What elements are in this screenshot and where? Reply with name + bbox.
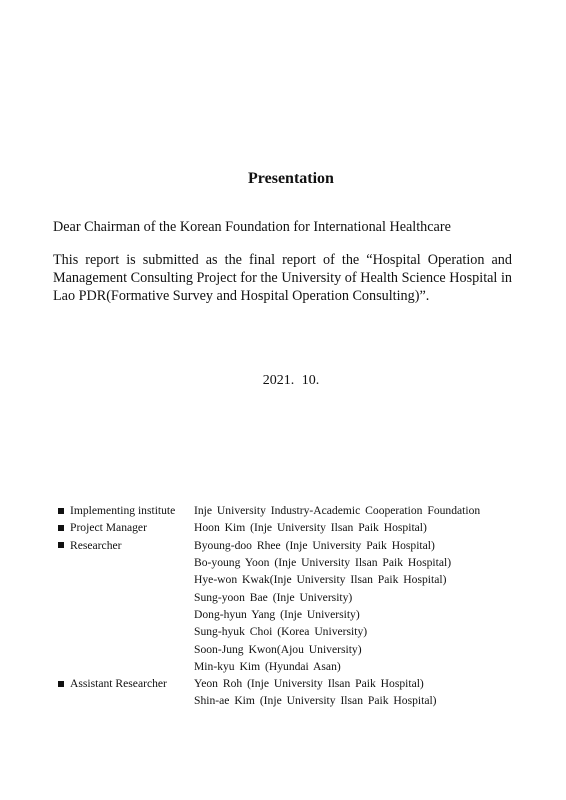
team-role: Assistant Researcher xyxy=(70,677,167,691)
team-row xyxy=(58,623,528,640)
team-row xyxy=(58,502,528,519)
team-row xyxy=(58,675,528,692)
team-member: Yeon Roh (Inje University Ilsan Paik Hospital) xyxy=(194,677,424,691)
team-member: Soon-Jung Kwon(Ajou University) xyxy=(194,642,362,656)
square-bullet-icon xyxy=(58,525,64,531)
team-member: Sung-yoon Bae (Inje University) xyxy=(194,590,353,604)
square-bullet-icon xyxy=(58,508,64,514)
body-paragraph: This report is submitted as the final report of the “Hospital Operation and Management Consulting Project for the University of Health Science Hospital in Lao PDR(Formative Survey and Hospital Operation Consulting)”. xyxy=(53,252,512,304)
team-member: Byoung-doo Rhee (Inje University Paik Hospital) xyxy=(194,538,435,552)
team-member: Inje University Industry-Academic Cooperation Foundation xyxy=(194,504,481,518)
team-member: Shin-ae Kim (Inje University Ilsan Paik Hospital) xyxy=(194,694,437,708)
team-row xyxy=(58,640,528,657)
salutation: Dear Chairman of the Korean Foundation for International Healthcare xyxy=(53,219,451,235)
team-row xyxy=(58,519,528,536)
team-row xyxy=(58,571,528,588)
square-bullet-icon xyxy=(58,681,64,687)
team-member: Hye-won Kwak(Inje University Ilsan Paik Hospital) xyxy=(194,573,447,587)
team-row xyxy=(58,588,528,605)
team-role: Project Manager xyxy=(70,521,147,535)
team-role: Implementing institute xyxy=(70,504,176,518)
team-member: Hoon Kim (Inje University Ilsan Paik Hospital) xyxy=(194,521,427,535)
team-row xyxy=(58,537,528,554)
page-title: Presentation xyxy=(248,170,334,187)
team-member: Bo-young Yoon (Inje University Ilsan Paik Hospital) xyxy=(194,556,452,570)
report-date: 2021. 10. xyxy=(262,373,320,388)
team-member: Min-kyu Kim (Hyundai Asan) xyxy=(194,659,341,673)
team-member: Sung-hyuk Choi (Korea University) xyxy=(194,625,368,639)
team-row xyxy=(58,554,528,571)
team-member: Dong-hyun Yang (Inje University) xyxy=(194,607,360,621)
team-role: Researcher xyxy=(70,538,122,552)
team-row xyxy=(58,658,528,675)
team-row xyxy=(58,606,528,623)
team-list xyxy=(58,502,528,710)
team-row xyxy=(58,692,528,709)
square-bullet-icon xyxy=(58,542,64,548)
